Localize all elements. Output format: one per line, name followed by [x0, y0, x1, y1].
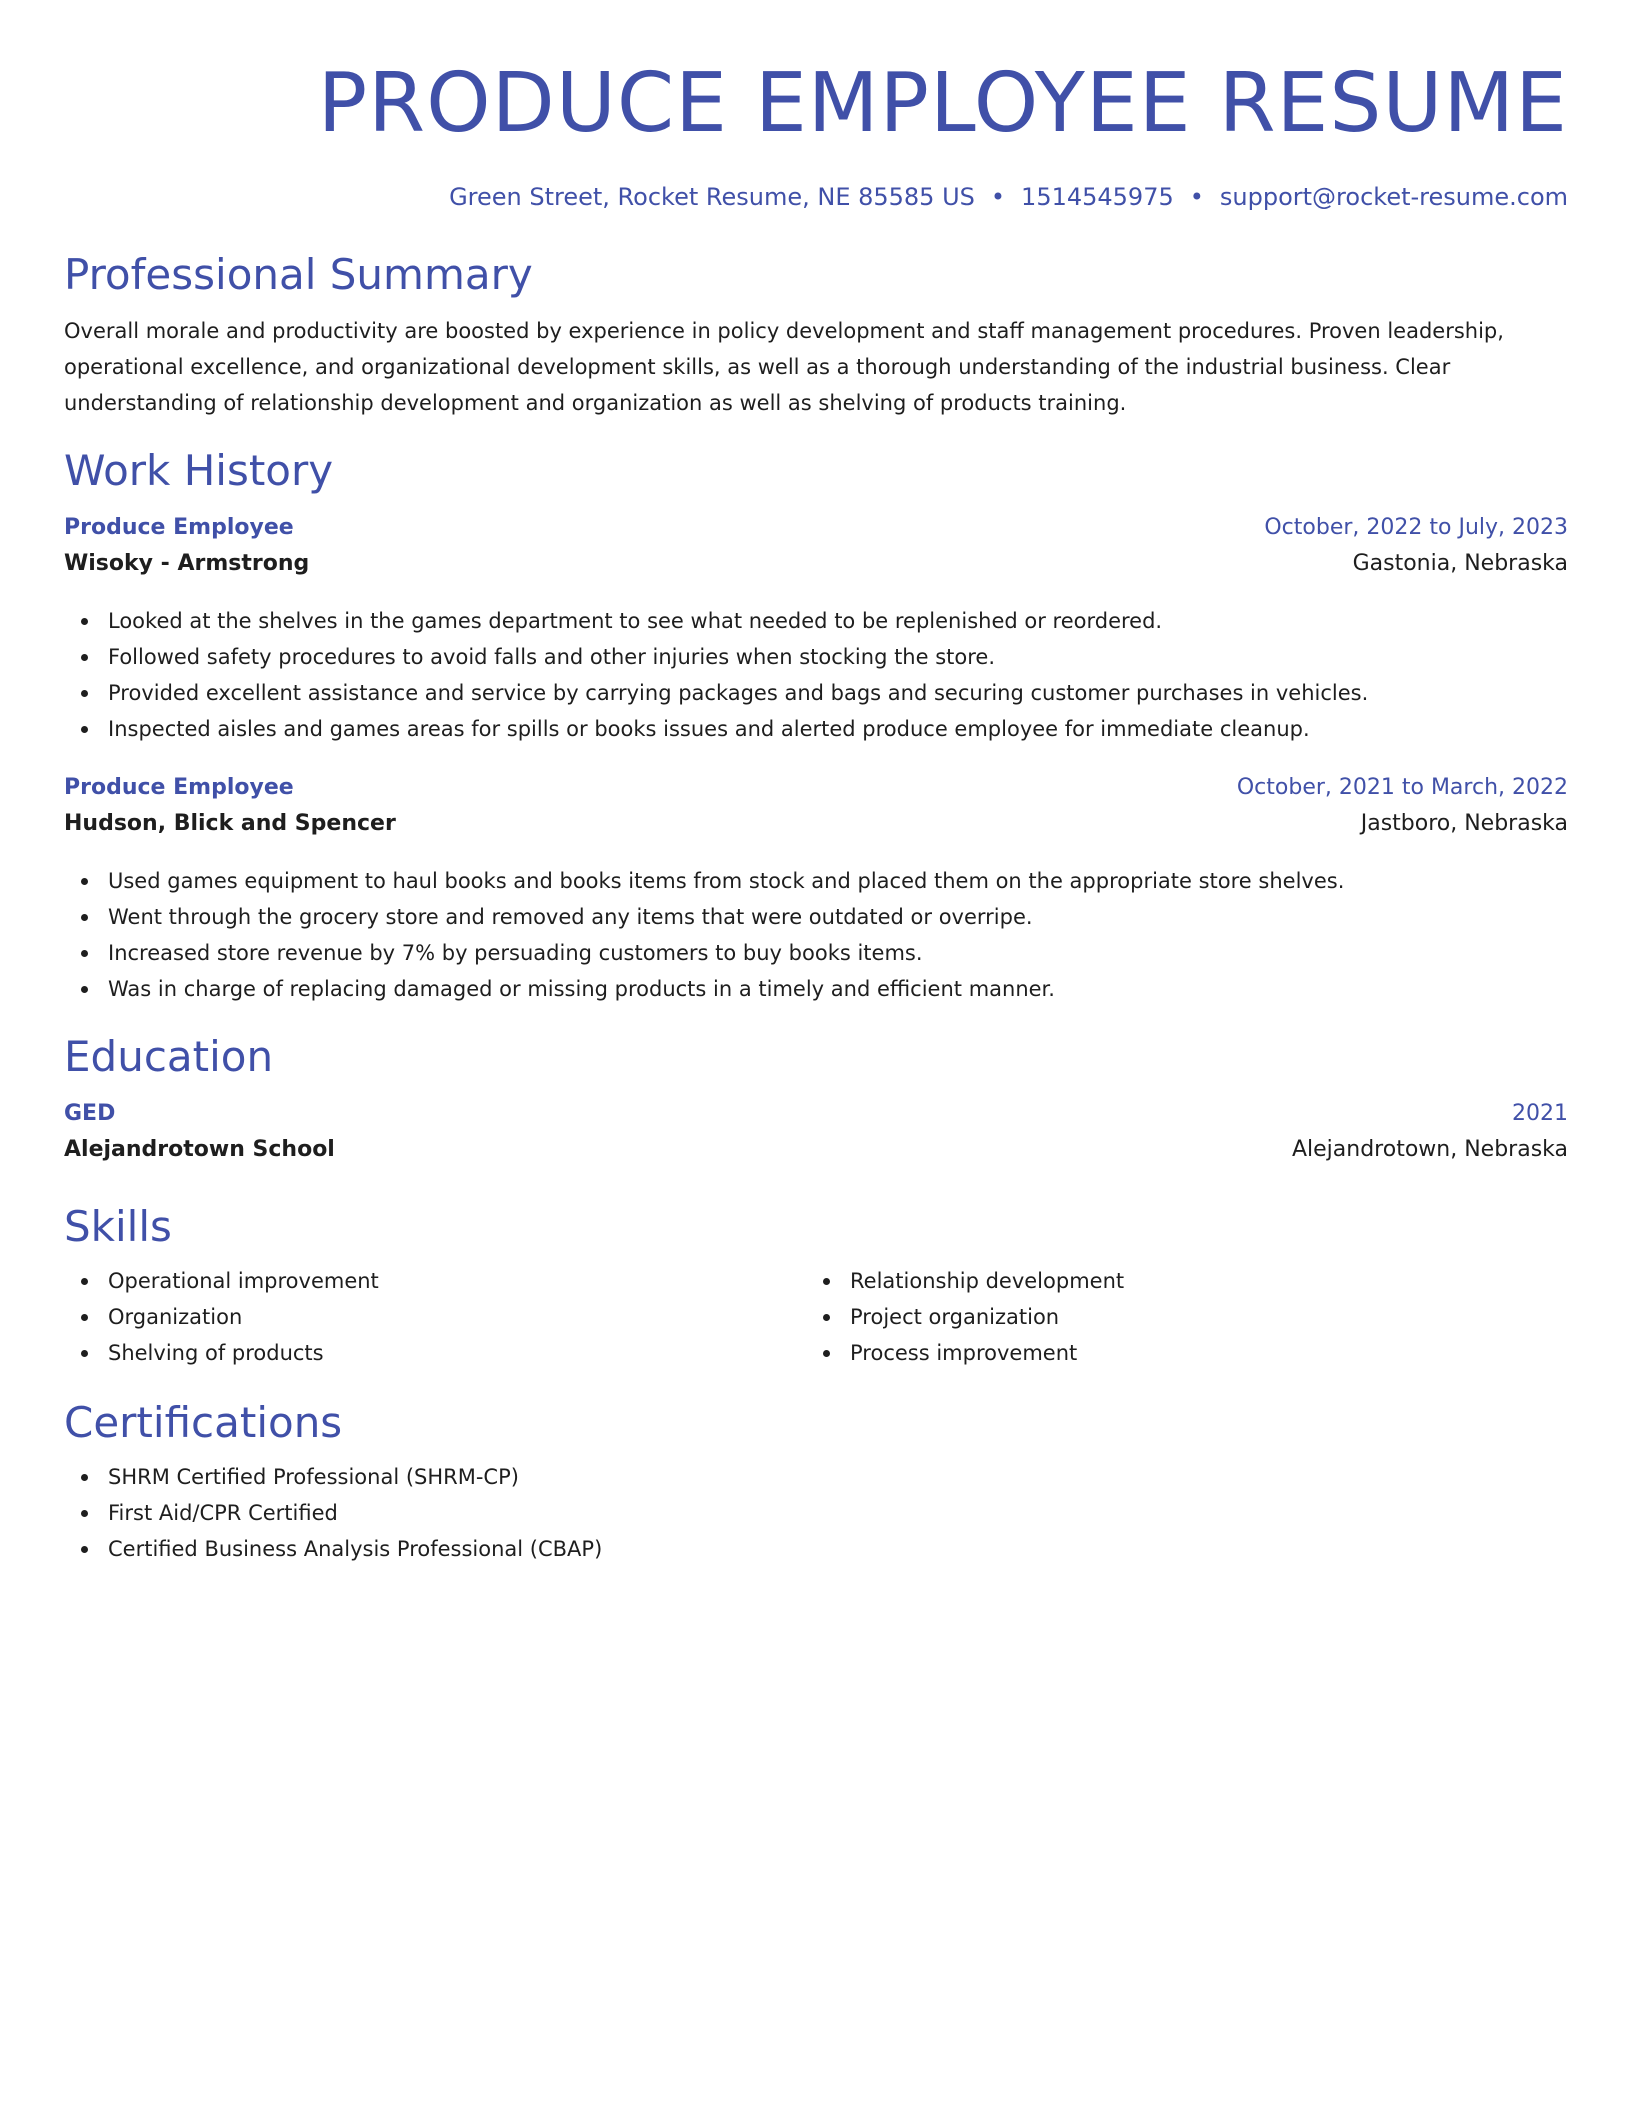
- contact-separator: •: [990, 183, 1006, 211]
- job-location: Jastboro, Nebraska: [1360, 811, 1568, 836]
- skills-list-right: [806, 1263, 1548, 1371]
- list-item: Used games equipment to haul books and books items from stock and placed them on the appropriate store shelves.: [64, 863, 1568, 899]
- list-item: Certified Business Analysis Professional (CBAP): [64, 1531, 1568, 1567]
- job-bullets: [64, 863, 1568, 1007]
- work-history-heading: Work History: [64, 446, 334, 495]
- job-entry: [64, 775, 1568, 1007]
- job-dates: October, 2021 to March, 2022: [1236, 775, 1568, 800]
- contact-email[interactable]: support@rocket-resume.com: [1219, 183, 1568, 211]
- job-company: Wisoky - Armstrong: [64, 551, 310, 576]
- skills-list-left: [64, 1263, 806, 1371]
- list-item: Went through the grocery store and removed any items that were outdated or overripe.: [64, 899, 1568, 935]
- education-degree: GED: [64, 1101, 116, 1126]
- summary-section: [64, 249, 1568, 421]
- list-item: Shelving of products: [64, 1335, 806, 1371]
- job-title: Produce Employee: [64, 515, 294, 540]
- list-item: Inspected aisles and games areas for spills or books issues and alerted produce employee for immediate cleanup.: [64, 711, 1568, 747]
- contact-address: Green Street, Rocket Resume, NE 85585 US: [449, 183, 975, 211]
- skills-grid: [64, 1263, 1568, 1371]
- contact-line: [64, 181, 1568, 213]
- list-item: Provided excellent assistance and service by carrying packages and bags and securing customer purchases in vehicles.: [64, 675, 1568, 711]
- list-item: Followed safety procedures to avoid falls and other injuries when stocking the store.: [64, 639, 1568, 675]
- education-location: Alejandrotown, Nebraska: [1291, 1137, 1568, 1162]
- job-location: Gastonia, Nebraska: [1352, 551, 1568, 576]
- education-section: [64, 1031, 1568, 1175]
- summary-text: Overall morale and productivity are boosted by experience in policy development and staff management procedures. Proven leadership, operational excellence, and organizational development skills, as well as a thorough understanding of the industrial business. Clear understanding of relationship development and organization as well as shelving of products training.: [64, 319, 1504, 415]
- list-item: First Aid/CPR Certified: [64, 1495, 1568, 1531]
- education-heading: Education: [64, 1032, 274, 1081]
- list-item: SHRM Certified Professional (SHRM-CP): [64, 1459, 1568, 1495]
- certifications-heading: Certifications: [64, 1398, 343, 1447]
- contact-separator: •: [1189, 183, 1204, 211]
- certifications-list: [64, 1459, 1568, 1567]
- contact-phone: 1514545975: [1021, 183, 1174, 211]
- list-item: Increased store revenue by 7% by persuading customers to buy books items.: [64, 935, 1568, 971]
- job-entry: [64, 515, 1568, 747]
- resume-title: PRODUCE EMPLOYEE RESUME: [317, 56, 1568, 151]
- list-item: Was in charge of replacing damaged or missing products in a timely and efficient manner.: [64, 971, 1568, 1007]
- list-item: Looked at the shelves in the games department to see what needed to be replenished or reordered.: [64, 603, 1568, 639]
- list-item: Project organization: [806, 1299, 1548, 1335]
- education-year: 2021: [1512, 1101, 1568, 1126]
- work-history-section: [64, 445, 1568, 1007]
- certifications-section: [64, 1397, 1568, 1567]
- job-bullets: [64, 603, 1568, 747]
- list-item: Process improvement: [806, 1335, 1548, 1371]
- skills-heading: Skills: [64, 1202, 172, 1251]
- job-title: Produce Employee: [64, 775, 294, 800]
- summary-heading: Professional Summary: [64, 250, 533, 299]
- list-item: Organization: [64, 1299, 806, 1335]
- list-item: Relationship development: [806, 1263, 1548, 1299]
- skills-section: [64, 1201, 1568, 1371]
- education-entry: [64, 1101, 1568, 1175]
- education-school: Alejandrotown School: [64, 1137, 335, 1162]
- resume-page: [64, 0, 1568, 1567]
- list-item: Operational improvement: [64, 1263, 806, 1299]
- job-dates: October, 2022 to July, 2023: [1264, 515, 1568, 540]
- job-company: Hudson, Blick and Spencer: [64, 811, 396, 836]
